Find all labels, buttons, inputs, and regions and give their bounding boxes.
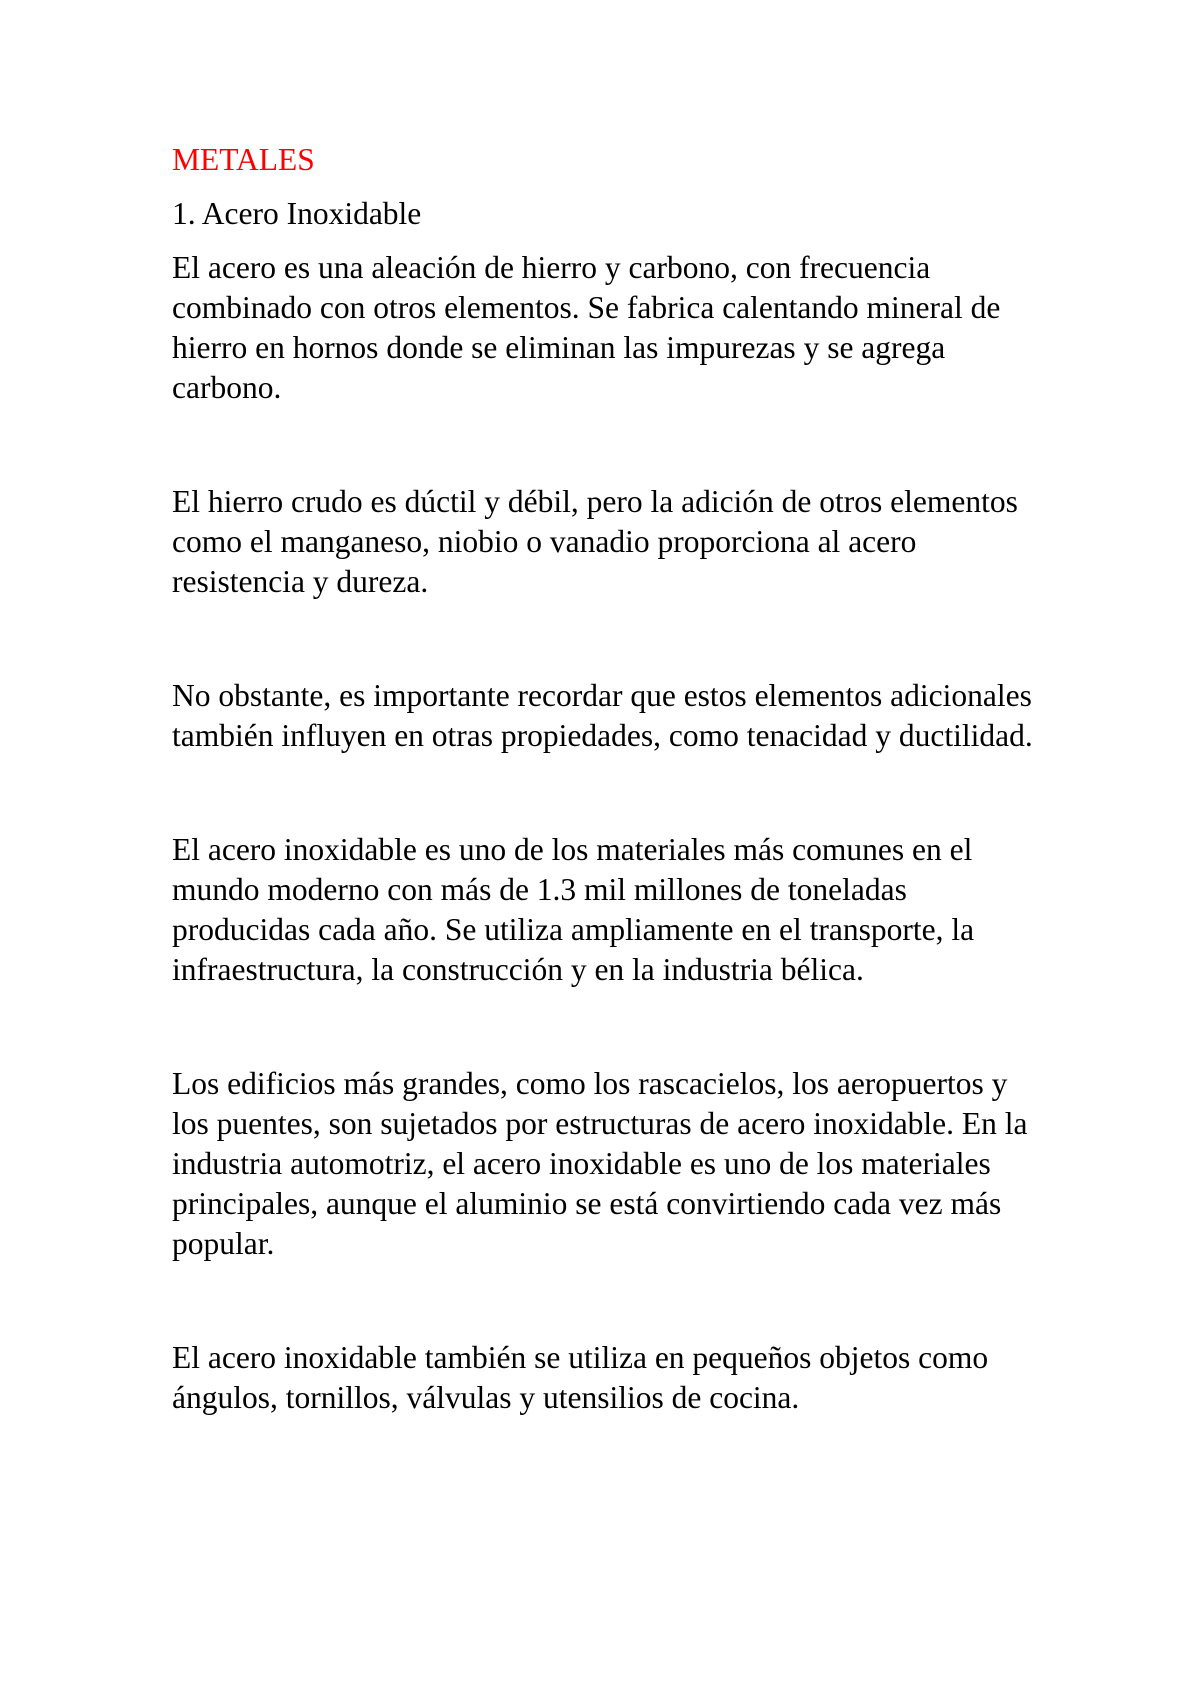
paragraph-3: No obstante, es importante recordar que estos elementos adicionales también influyen en otras propiedades, como tenacidad y ductilidad.	[172, 678, 1033, 753]
paragraph-1: El acero es una aleación de hierro y carbono, con frecuencia combinado con otros elementos. Se fabrica calentando mineral de hierro en hornos donde se eliminan las impurezas y se agrega carbono.	[172, 250, 1001, 405]
document-title: METALES	[172, 142, 315, 177]
section-heading: 1. Acero Inoxidable	[172, 196, 422, 231]
paragraph-4: El acero inoxidable es uno de los materiales más comunes en el mundo moderno con más de 1.3 mil millones de toneladas producidas cada año. Se utiliza ampliamente en el transporte, la infraestructura, la construcción y en la industria bélica.	[172, 832, 975, 987]
paragraph-5: Los edificios más grandes, como los rascacielos, los aeropuertos y los puentes, son sujetados por estructuras de acero inoxidable. En la industria automotriz, el acero inoxidable es uno de los materiales principales, aunque el aluminio se está convirtiendo cada vez más popular.	[172, 1066, 1028, 1261]
paragraph-6: El acero inoxidable también se utiliza en pequeños objetos como ángulos, tornillos, válvulas y utensilios de cocina.	[172, 1340, 989, 1415]
document-body	[172, 140, 1052, 1418]
paragraph-2: El hierro crudo es dúctil y débil, pero la adición de otros elementos como el manganeso, niobio o vanadio proporciona al acero resistencia y dureza.	[172, 484, 1018, 599]
